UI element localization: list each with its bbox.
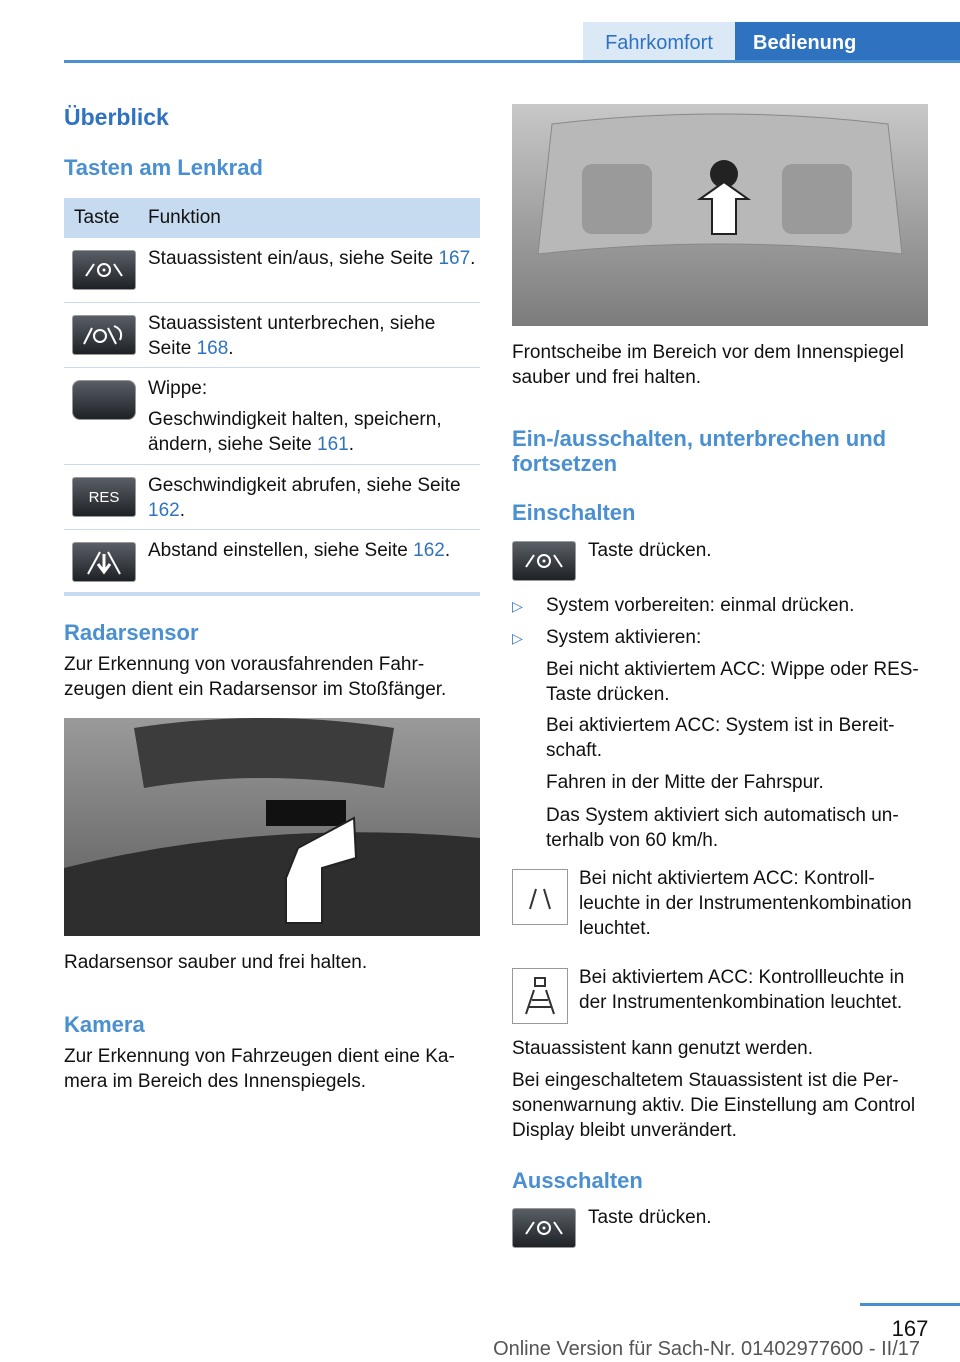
- inactive-indicator-icon: [512, 869, 568, 925]
- radar-text: Zur Erkennung von vorausfahrenden Fahrzeugen dient ein Radarsensor im Stoßfänger.: [64, 654, 447, 700]
- row-text: Stauassistent unterbrechen, siehe Seite: [148, 313, 436, 359]
- warning-text: Bei eingeschaltetem Stauassistent ist die Personenwarnung aktiv. Die Einstellung am Control Display bleibt unverändert.: [512, 1070, 916, 1141]
- table-row: [64, 465, 480, 530]
- rocker-switch-icon: [72, 380, 136, 420]
- footer-rule: [860, 1303, 960, 1306]
- off-press-text: Taste drücken.: [588, 1207, 712, 1228]
- table-row: [64, 530, 480, 590]
- row-text: Stauassistent ein/aus, siehe Seite: [148, 248, 439, 269]
- bullet-arrow-icon: ▷: [512, 630, 523, 646]
- buttons-table: [64, 198, 480, 590]
- steering-assist-icon: [72, 250, 136, 290]
- table-header: [64, 198, 480, 238]
- row-text: Geschwindigkeit halten, speichern, ändern, siehe Seite: [148, 409, 442, 455]
- windshield-caption: Frontscheibe im Bereich vor dem Innenspiegel sauber und frei halten.: [512, 342, 904, 388]
- page-link[interactable]: 162: [148, 500, 180, 521]
- col-header-key: Taste: [74, 207, 120, 228]
- header-section-tab[interactable]: Fahrkomfort: [583, 22, 735, 60]
- table-row: [64, 303, 480, 368]
- page-link[interactable]: 161: [317, 434, 349, 455]
- footer-online-version: Online Version für Sach-Nr. 01402977600 - II/17: [493, 1338, 920, 1360]
- header-rule: [64, 60, 960, 63]
- table-row: [64, 368, 480, 465]
- table-end-rule: [64, 592, 480, 596]
- bullet-paragraph: Bei nicht aktiviertem ACC: Wippe oder RES-Taste drücken.: [546, 659, 919, 705]
- section-title: Ein-/ausschalten, unterbrechen und fortsetzen: [512, 426, 887, 476]
- bullet-paragraph: Fahren in der Mitte der Fahrspur.: [546, 772, 824, 793]
- bullet-paragraph: Das System aktiviert sich automatisch unterhalb von 60 km/h.: [546, 805, 899, 851]
- indicator-text: Bei aktiviertem ACC: Kontrollleuchte in der Instrumentenkombination leuchtet.: [579, 967, 905, 1013]
- radar-caption: Radarsensor sauber und frei halten.: [64, 952, 368, 973]
- bullet-arrow-icon: ▷: [512, 598, 523, 614]
- camera-text: Zur Erkennung von Fahrzeugen dient eine Kamera im Bereich des Innenspiegels.: [64, 1046, 455, 1092]
- row-tail: .: [348, 434, 354, 455]
- active-indicator-icon: [512, 968, 568, 1024]
- bullet-paragraph: Bei aktiviertem ACC: System ist in Bereitschaft.: [546, 715, 895, 761]
- res-button-icon: [72, 477, 136, 517]
- availability-text: Stauassistent kann genutzt werden.: [512, 1038, 814, 1059]
- row-tail: .: [179, 500, 185, 521]
- row-tail: .: [444, 540, 451, 561]
- table-row: [64, 238, 480, 303]
- row-text: Geschwindigkeit abrufen, siehe Seite: [148, 475, 461, 496]
- on-title: Einschalten: [512, 500, 636, 525]
- section-subtitle: Tasten am Lenkrad: [64, 155, 263, 180]
- row-text: Abstand einstellen, siehe Seite: [148, 540, 414, 561]
- radar-sensor-image: [64, 718, 480, 936]
- bullet-text: System vorbereiten: einmal drücken.: [546, 595, 855, 616]
- radar-title: Radarsensor: [64, 620, 199, 645]
- camera-title: Kamera: [64, 1012, 145, 1037]
- off-title: Ausschalten: [512, 1168, 643, 1193]
- steering-assist-button-icon: [512, 1208, 576, 1248]
- page-link[interactable]: 162: [413, 540, 445, 561]
- col-header-function: Funktion: [148, 207, 221, 228]
- indicator-text: Bei nicht aktiviertem ACC: Kontrollleuchte in der Instrumentenkombination leuchtet.: [579, 868, 912, 939]
- page-link[interactable]: 168: [196, 338, 229, 359]
- row-tail: .: [228, 338, 234, 359]
- on-press-text: Taste drücken.: [588, 540, 712, 561]
- header-active-tab[interactable]: Bedienung: [735, 22, 960, 60]
- page-number: 167: [891, 1316, 929, 1341]
- steering-assist-button-icon: [512, 541, 576, 581]
- res-label: RES: [88, 488, 120, 506]
- steering-assist-interrupt-icon: [72, 315, 136, 355]
- row-text-label: Wippe:: [148, 378, 208, 399]
- page-title: Überblick: [64, 104, 169, 130]
- bullet-text: System aktivieren:: [546, 627, 702, 648]
- row-tail: .: [470, 248, 476, 269]
- windshield-camera-image: [512, 104, 928, 326]
- distance-icon: [72, 542, 136, 582]
- page-link[interactable]: 167: [438, 248, 471, 269]
